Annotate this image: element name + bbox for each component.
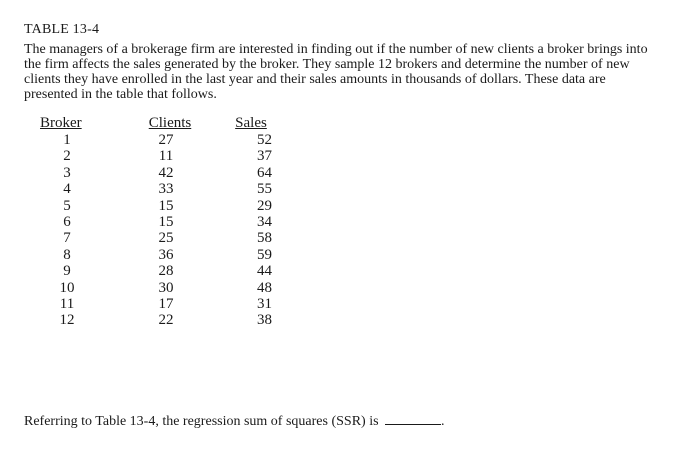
- table-row: [40, 214, 278, 230]
- question-line: [24, 412, 445, 430]
- cell-sales: 55: [257, 181, 272, 198]
- table-row: [40, 263, 278, 279]
- table-row: [40, 165, 278, 181]
- cell-clients: 15: [158, 197, 174, 214]
- cell-broker: 1: [63, 132, 71, 148]
- question-end: .: [441, 414, 445, 429]
- table-row: [40, 148, 278, 164]
- cell-broker: 2: [63, 148, 71, 165]
- cell-sales: 52: [257, 132, 272, 148]
- cell-broker: 11: [59, 296, 75, 313]
- cell-clients: 42: [158, 164, 174, 181]
- cell-broker: 4: [63, 181, 71, 198]
- header-clients: Clients: [148, 115, 192, 131]
- cell-sales: 48: [257, 279, 272, 296]
- cell-broker: 7: [63, 230, 71, 247]
- cell-sales: 59: [257, 246, 272, 263]
- cell-broker: 12: [59, 312, 75, 329]
- cell-sales: 37: [257, 148, 272, 165]
- table-row: [40, 181, 278, 197]
- header-broker: Broker: [40, 115, 82, 131]
- cell-clients: 33: [158, 181, 174, 198]
- cell-sales: 34: [257, 214, 272, 231]
- cell-sales: 31: [257, 296, 272, 313]
- cell-broker: 9: [63, 263, 71, 280]
- cell-sales: 44: [257, 263, 272, 280]
- document-page: [24, 22, 664, 429]
- cell-clients: 25: [158, 230, 174, 247]
- cell-sales: 58: [257, 230, 272, 247]
- table-row: [40, 280, 278, 296]
- cell-broker: 8: [63, 246, 71, 263]
- table-row: [40, 230, 278, 246]
- table-row: [40, 312, 278, 328]
- cell-broker: 10: [59, 279, 75, 296]
- cell-clients: 15: [158, 214, 174, 231]
- cell-broker: 6: [63, 214, 71, 231]
- cell-clients: 28: [158, 263, 174, 280]
- data-table: [40, 115, 278, 329]
- header-sales: Sales: [235, 115, 267, 131]
- cell-sales: 29: [257, 197, 272, 214]
- table-row: [40, 198, 278, 214]
- cell-clients: 36: [158, 246, 174, 263]
- table-title: TABLE 13-4: [24, 22, 100, 37]
- table-header-row: [40, 115, 278, 132]
- cell-clients: 11: [158, 148, 174, 165]
- cell-clients: 17: [158, 296, 174, 313]
- table-row: [40, 247, 278, 263]
- question-text: Referring to Table 13-4, the regression sum of squares (SSR) is: [24, 414, 379, 429]
- answer-blank: [385, 412, 441, 425]
- intro-paragraph: The managers of a brokerage firm are interested in finding out if the number of new clients a broker brings into the firm affects the sales generated by the broker. They sample 12 brokers and determine the number of new clients they have enrolled in the last year and their sales amounts in thousands of dollars. These data are presented in the table that follows.: [24, 42, 648, 102]
- cell-broker: 3: [63, 164, 71, 181]
- cell-clients: 27: [158, 132, 174, 148]
- cell-broker: 5: [63, 197, 71, 214]
- cell-clients: 22: [158, 312, 174, 329]
- table-row: [40, 132, 278, 148]
- cell-sales: 38: [257, 312, 272, 329]
- cell-clients: 30: [158, 279, 174, 296]
- table-row: [40, 296, 278, 312]
- cell-sales: 64: [257, 164, 272, 181]
